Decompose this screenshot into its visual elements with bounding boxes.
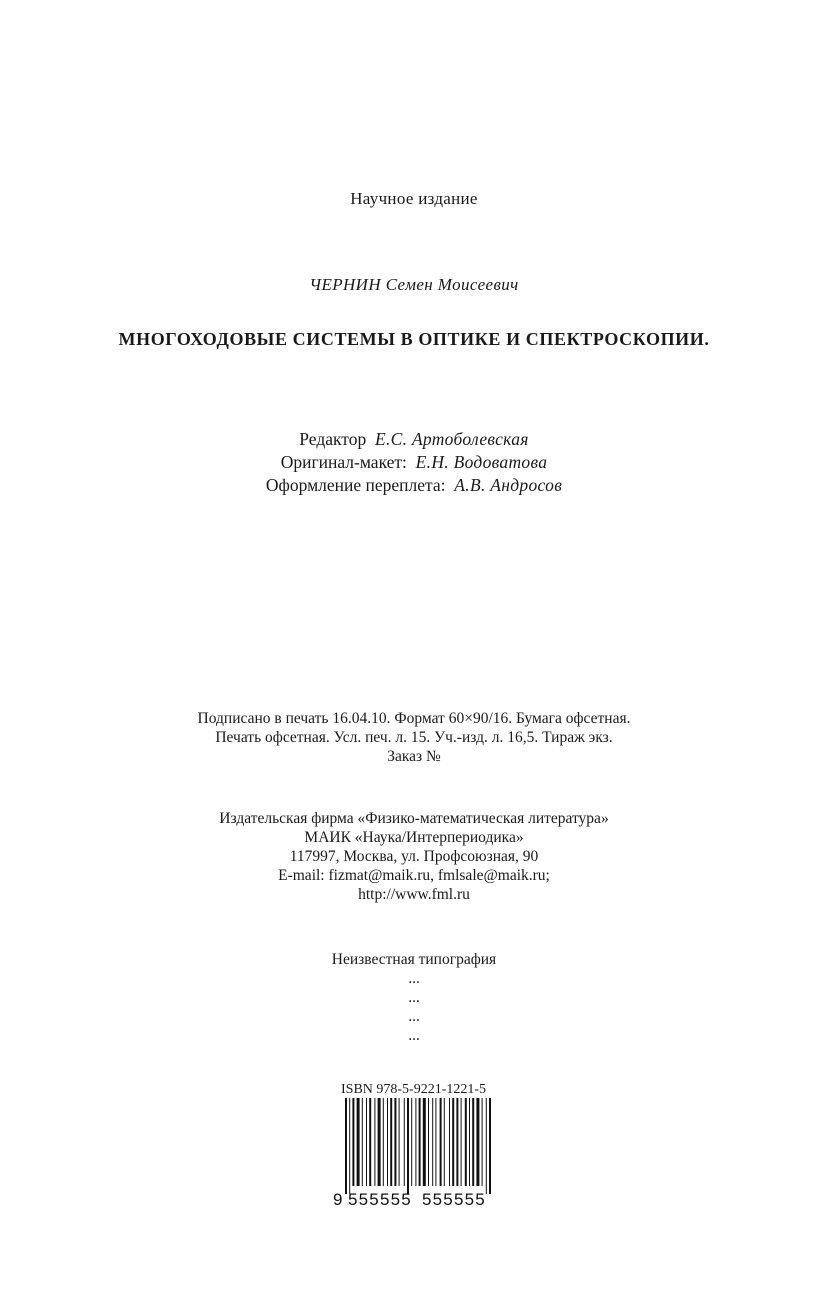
barcode-bar [461,1098,462,1186]
barcode-bar [374,1098,375,1186]
barcode-bar [423,1098,426,1186]
barcode-bar [482,1098,483,1186]
barcode-bar [345,1098,347,1194]
credit-role: Оформление переплета: [265,475,446,495]
barcode-bar [476,1098,479,1186]
barcode-bar [387,1098,388,1186]
printer-line: ... [408,970,420,987]
barcode-bar [407,1098,409,1194]
barcode-bar [394,1098,396,1186]
barcode-bar [456,1098,458,1186]
barcode-bar [415,1098,416,1186]
printer-line: ... [408,1027,420,1044]
barcode-bar [419,1098,421,1186]
barcode-first-digit: 9 [333,1190,343,1208]
credit-role: Редактор [299,429,367,449]
barcode-bar [349,1098,350,1194]
barcode-bar [465,1098,467,1186]
publisher-name: Издательская фирма «Физико-математическая литература» [219,810,609,827]
isbn-label: ISBN 978-5-9221-1221-5 [341,1082,487,1097]
barcode-bar [399,1098,400,1186]
publisher-email: E-mail: fizmat@maik.ru, fmlsale@maik.ru; [278,867,550,884]
publisher-website: http://www.fml.ru [358,886,470,903]
barcode-bar [383,1098,384,1186]
barcode-bar [486,1098,487,1194]
barcode-bar [404,1098,405,1186]
barcode-bar [440,1098,442,1186]
barcode-bar [469,1098,470,1186]
barcode [333,1098,498,1208]
credit-person: Е.С. Артоболевская [374,429,529,449]
credit-role: Оригинал-макет: [280,452,407,472]
print-info-line: Подписано в печать 16.04.10. Формат 60×90/16. Бумага офсетная. [197,710,631,727]
barcode-bar [390,1098,392,1186]
credit-layout [0,452,828,473]
barcode-bar [472,1098,474,1186]
barcode-bar [428,1098,429,1186]
barcode-bar [362,1098,363,1186]
publisher-address: 117997, Москва, ул. Профсоюзная, 90 [289,848,539,865]
barcode-bar [378,1098,381,1186]
publisher-subname: МАИК «Наука/Интерпериодика» [304,829,524,846]
barcode-bar [435,1098,436,1186]
barcode-bar [366,1098,367,1186]
credit-person: Е.Н. Водоватова [415,452,548,472]
barcode-bar [449,1098,450,1186]
printer-name: Неизвестная типография [331,951,497,968]
credit-person: А.В. Андросов [454,475,563,495]
barcode-bar [352,1098,354,1186]
barcode-bars [345,1098,491,1194]
barcode-bar [489,1098,491,1194]
barcode-bar [444,1098,445,1186]
barcode-bar [452,1098,454,1186]
barcode-right-digits: 555555 [422,1190,486,1208]
book-title: МНОГОХОДОВЫЕ СИСТЕМЫ В ОПТИКЕ И СПЕКТРОСКОПИИ. [118,329,710,349]
barcode-bar [432,1098,433,1186]
author-name: ЧЕРНИН Семен Моисеевич [309,275,519,294]
printer-line: ... [408,989,420,1006]
barcode-left-digits: 555555 [348,1190,412,1208]
barcode-bar [411,1098,412,1186]
order-number: Заказ № [387,748,441,765]
edition-type: Научное издание [350,189,478,208]
credit-editor [0,429,828,450]
print-info-line: Печать офсетная. Усл. печ. л. 15. Уч.-изд. л. 16,5. Тираж экз. [215,729,613,746]
printer-line: ... [408,1008,420,1025]
credit-cover [0,475,828,496]
barcode-bar [357,1098,360,1186]
barcode-bar [369,1098,371,1186]
